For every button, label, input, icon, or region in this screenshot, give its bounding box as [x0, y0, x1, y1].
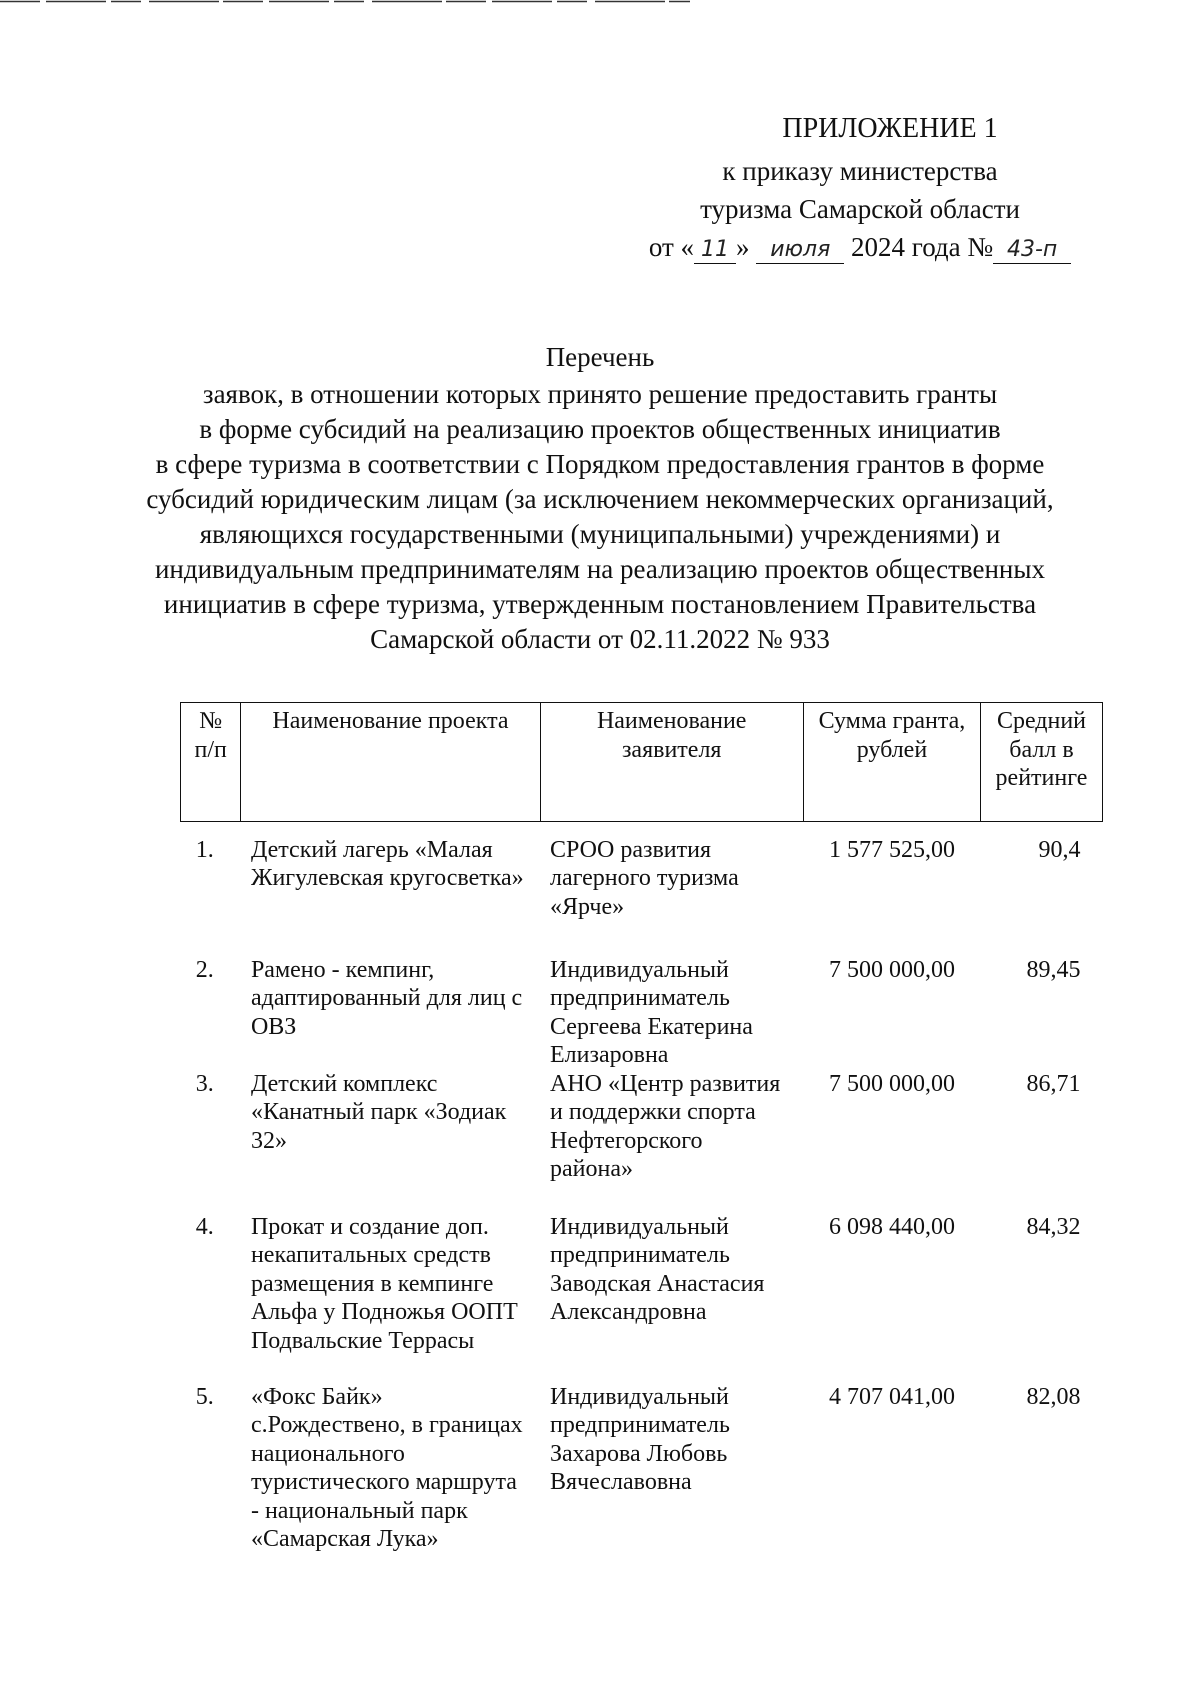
- row-score: 89,45: [1026, 956, 1081, 983]
- row-amount: 1 577 525,00: [828, 836, 955, 863]
- row-project: Прокат и создание доп. некапитальных средств размещения в кемпинге Альфа у Подножья ООПТ Подвальские Террасы: [250, 1213, 518, 1354]
- row-num: 5.: [195, 1383, 214, 1410]
- row-num: 1.: [195, 836, 214, 863]
- grants-table: [180, 702, 1103, 1554]
- row-score: 90,4: [1038, 836, 1081, 863]
- order-day: 11: [694, 237, 736, 264]
- order-mid: »: [736, 232, 750, 262]
- row-amount: 7 500 000,00: [828, 1070, 955, 1097]
- row-num: 3.: [195, 1070, 214, 1097]
- row-applicant: Индивидуальный предприниматель Заводская Анастасия Александровна: [550, 1213, 765, 1325]
- header-applicant: Наименование заявителя: [540, 703, 803, 822]
- table-row: [181, 1383, 1103, 1554]
- table-row: [181, 1070, 1103, 1213]
- scan-edge-line: [0, 0, 690, 4]
- order-number: 43-п: [993, 237, 1071, 264]
- title-line: индивидуальным предпринимателям на реализацию проектов общественных: [154, 554, 1046, 584]
- row-amount: 6 098 440,00: [828, 1213, 955, 1240]
- row-project: Детский комплекс «Канатный парк «Зодиак 32»: [250, 1070, 507, 1154]
- document-title: [100, 340, 1100, 657]
- table-row: [181, 956, 1103, 1070]
- row-amount: 7 500 000,00: [828, 956, 955, 983]
- table-header-row: [181, 703, 1103, 822]
- title-line: субсидий юридическим лицам (за исключением некоммерческих организаций,: [146, 484, 1054, 514]
- row-project: Детский лагерь «Малая Жигулевская кругосветка»: [250, 836, 524, 891]
- row-amount: 4 707 041,00: [828, 1383, 955, 1410]
- title-line: Самарской области от 02.11.2022 № 933: [370, 624, 830, 654]
- row-applicant: АНО «Центр развития и поддержки спорта Нефтегорского района»: [550, 1070, 781, 1182]
- row-score: 82,08: [1026, 1383, 1081, 1410]
- row-project: «Фокс Байк» с.Рождествено, в границах национального туристического маршрута - национальный парк «Самарская Лука»: [250, 1383, 523, 1552]
- header-project: Наименование проекта: [241, 703, 540, 822]
- order-month: июля: [756, 237, 844, 264]
- row-applicant: Индивидуальный предприниматель Захарова Любовь Вячеславовна: [550, 1383, 730, 1495]
- header-score: Средний балл в рейтинге: [980, 703, 1102, 822]
- row-score: 84,32: [1026, 1213, 1081, 1240]
- title-heading: Перечень: [545, 342, 655, 372]
- order-prefix: от «: [648, 232, 695, 262]
- title-line: инициатив в сфере туризма, утвержденным постановлением Правительства: [163, 589, 1037, 619]
- row-project: Рамено - кемпинг, адаптированный для лиц с ОВЗ: [250, 956, 523, 1040]
- order-year: 2024 года №: [851, 232, 994, 262]
- appendix-label: ПРИЛОЖЕНИЕ 1: [782, 113, 998, 144]
- row-num: 4.: [195, 1213, 214, 1240]
- row-applicant: СРОО развития лагерного туризма «Ярче»: [550, 836, 739, 920]
- header-amount: Сумма гранта, рублей: [803, 703, 980, 822]
- order-date-line: [600, 228, 1120, 266]
- order-line-1: к приказу министерства: [722, 156, 998, 186]
- row-score: 86,71: [1026, 1070, 1081, 1097]
- header-num: № п/п: [181, 703, 241, 822]
- title-line: являющихся государственными (муниципальными) учреждениями) и: [199, 519, 1001, 549]
- table-row: [181, 836, 1103, 956]
- title-line: в форме субсидий на реализацию проектов общественных инициатив: [199, 414, 1001, 444]
- appendix-header: [600, 110, 1120, 266]
- title-line: заявок, в отношении которых принято решение предоставить гранты: [202, 379, 998, 409]
- row-num: 2.: [195, 956, 214, 983]
- table-row: [181, 1213, 1103, 1383]
- order-line-2: туризма Самарской области: [700, 194, 1020, 224]
- row-applicant: Индивидуальный предприниматель Сергеева Екатерина Елизаровна: [550, 956, 753, 1068]
- title-line: в сфере туризма в соответствии с Порядком предоставления грантов в форме: [155, 449, 1045, 479]
